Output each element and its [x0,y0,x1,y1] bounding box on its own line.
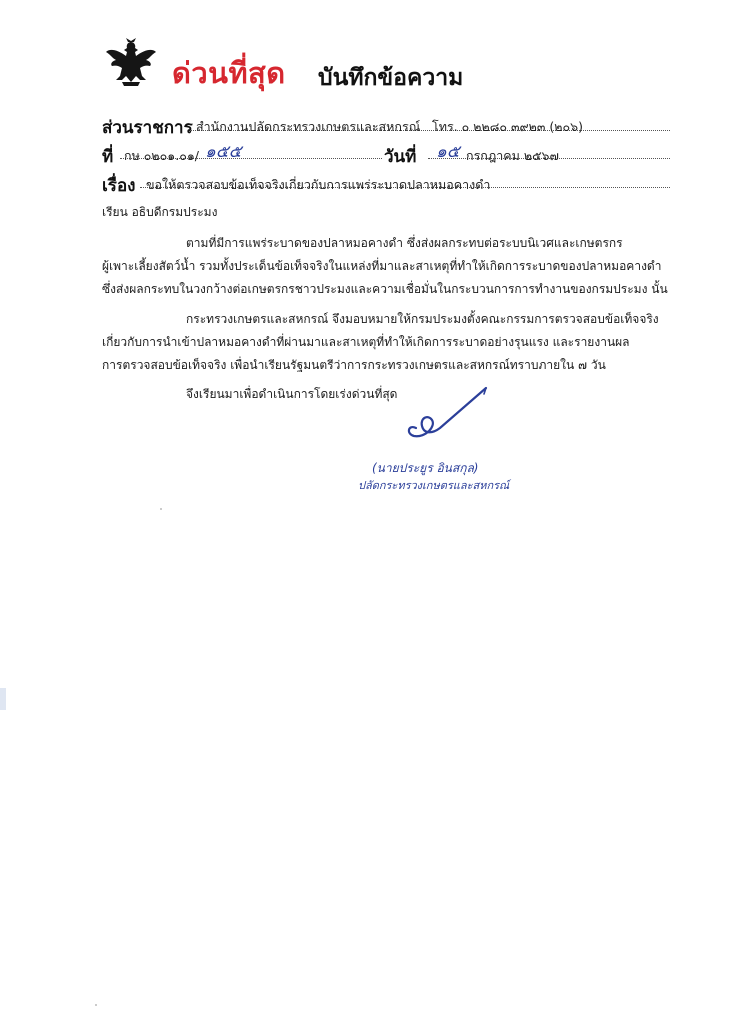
ref-prefix: กษ ๐๒๐๑.๐๑/ [124,148,199,163]
closing-line: จึงเรียนมาเพื่อดำเนินการโดยเร่งด่วนที่สุด [186,387,398,401]
date-label: วันที่ [384,147,417,167]
agency-label: ส่วนราชการ [102,118,193,138]
ref-number-handwritten: ๑๕๕ [205,142,242,162]
ref-label: ที่ [102,147,114,167]
signatory-name: (นายประยูร อินสกุล) [372,461,479,475]
paragraph-2-line: เกี่ยวกับการนำเข้าปลาหมอคางดำที่ผ่านมาและสาเหตุที่ทำให้เกิดการระบาดอย่างรุนแรง และรายงานผล [102,335,630,349]
scan-edge-mark [0,688,6,710]
signatory-position: ปลัดกระทรวงเกษตรและสหกรณ์ [358,479,510,492]
date-day-handwritten: ๑๕ [436,142,460,162]
paragraph-1-line: ตามที่มีการแพร่ระบาดของปลาหมอคางดำ ซึ่งส่งผลกระทบต่อระบบนิเวศและเกษตรกร [186,236,623,250]
paragraph-2 [102,308,672,377]
date-rest: กรกฎาคม ๒๕๖๗ [466,148,559,163]
subject-label: เรื่อง [102,176,136,196]
paragraph-2-line: การตรวจสอบข้อเท็จจริง เพื่อนำเรียนรัฐมนตรีว่าการกระทรวงเกษตรและสหกรณ์ทราบภายใน ๗ วัน [102,358,606,372]
phone-value: โทร. ๐ ๒๒๘๐ ๓๙๒๓ (๒๐๖) [432,119,583,134]
paragraph-1-line: ผู้เพาะเลี้ยงสัตว์น้ำ รวมทั้งประเด็นข้อเท็จจริงในแหล่งที่มาและสาเหตุที่ทำให้เกิดการระบาดของปลาหมอคางดำ [102,259,662,273]
paragraph-2-line: กระทรวงเกษตรและสหกรณ์ จึงมอบหมายให้กรมประมงตั้งคณะกรรมการตรวจสอบข้อเท็จจริง [186,312,659,326]
scan-speck [95,1004,97,1006]
urgency-stamp: ด่วนที่สุด [172,56,286,90]
handwritten-signature [400,384,492,446]
salutation: เรียน อธิบดีกรมประมง [102,205,218,219]
scan-speck [160,508,162,510]
memo-title: บันทึกข้อความ [318,65,464,91]
subject-value: ขอให้ตรวจสอบข้อเท็จจริงเกี่ยวกับการแพร่ระบาดปลาหมอคางดำ [146,177,491,192]
garuda-emblem-icon [104,36,158,90]
paragraph-1-line: ซึ่งส่งผลกระทบในวงกว้างต่อเกษตรกรชาวประมงและความเชื่อมั่นในกระบวนการการทำงานของกรมประมง นั้น [102,282,668,296]
paragraph-1 [102,232,672,301]
agency-value: สำนักงานปลัดกระทรวงเกษตรและสหกรณ์ [196,119,421,134]
